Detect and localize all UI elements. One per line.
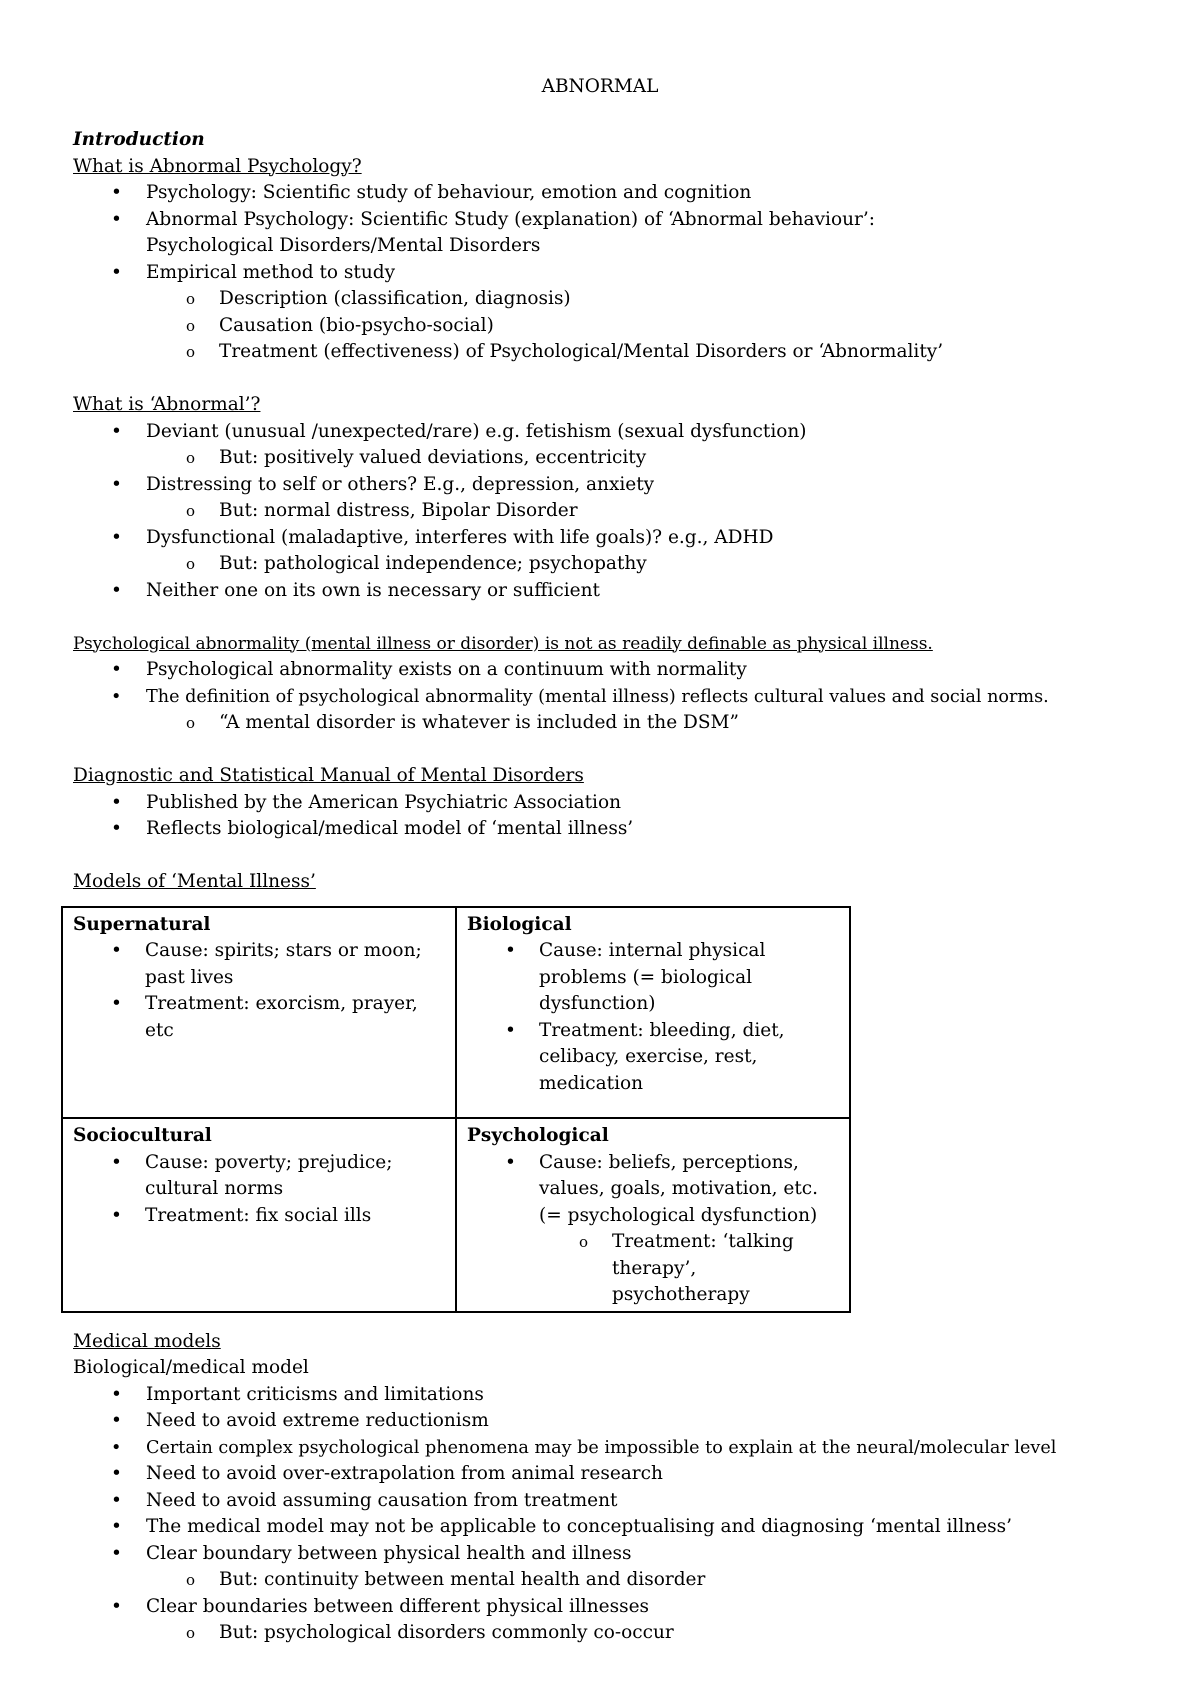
- section-label-introduction: Introduction: [73, 129, 205, 150]
- list-item: • Published by the American Psychiatric Association: [73, 790, 1143, 817]
- list-item: • Need to avoid assuming causation from treatment: [73, 1488, 1143, 1515]
- sub-list-item: o But: continuity between mental health and disorder: [73, 1567, 1143, 1594]
- cell-title: Biological: [467, 913, 572, 935]
- sub-list-item: o “A mental disorder is whatever is included in the DSM”: [73, 710, 1143, 737]
- sub-list-item: o Description (classification, diagnosis): [73, 286, 1143, 313]
- list-item: • Abnormal Psychology: Scientific Study (explanation) of ‘Abnormal behaviour’: Psychological Disorders/Mental Disorders: [73, 207, 1143, 260]
- dsm-list: [73, 790, 1143, 843]
- list-item: • Cause: internal physical problems (= biological dysfunction): [467, 938, 839, 1018]
- list-item: • Dysfunctional (maladaptive, interferes with life goals)? e.g., ADHD: [73, 525, 1143, 552]
- list-item: • Need to avoid extreme reductionism: [73, 1408, 1143, 1435]
- list-item: • Clear boundaries between different physical illnesses: [73, 1594, 1143, 1621]
- models-table: [61, 906, 851, 1313]
- heading-definable: Psychological abnormality (mental illness or disorder) is not as readily definable as physical illness.: [73, 633, 933, 654]
- cell-title: Sociocultural: [73, 1125, 212, 1146]
- list-item: • Treatment: exorcism, prayer, etc: [73, 991, 445, 1044]
- list-item: • Certain complex psychological phenomena may be impossible to explain at the neural/molecular level: [73, 1435, 1143, 1462]
- table-row: [62, 907, 850, 1119]
- sub-list-item: o But: normal distress, Bipolar Disorder: [73, 498, 1143, 525]
- list-item: • Treatment: bleeding, diet, celibacy, exercise, rest, medication: [467, 1018, 839, 1098]
- table-row: [62, 1118, 850, 1312]
- heading-what-is-abnormal: What is ‘Abnormal’?: [73, 394, 261, 415]
- sub-list-item: o But: positively valued deviations, eccentricity: [73, 445, 1143, 472]
- cell-supernatural: [62, 907, 456, 1119]
- cell-sociocultural: [62, 1118, 456, 1312]
- list-item: • Distressing to self or others? E.g., depression, anxiety: [73, 472, 1143, 499]
- list-item: • Empirical method to study: [73, 260, 1143, 287]
- heading-what-is-abnormal-psychology: What is Abnormal Psychology?: [73, 155, 362, 177]
- list-item: • Important criticisms and limitations: [73, 1382, 1143, 1409]
- heading-dsm: Diagnostic and Statistical Manual of Mental Disorders: [73, 765, 584, 786]
- list-item: • Reflects biological/medical model of ‘mental illness’: [73, 816, 1143, 843]
- list-item: • Cause: poverty; prejudice; cultural norms: [73, 1150, 445, 1203]
- heading-medical-models: Medical models: [73, 1330, 221, 1352]
- sub-list-item: o Treatment (effectiveness) of Psychological/Mental Disorders or ‘Abnormality’: [73, 339, 1143, 366]
- medical-list: [73, 1382, 1143, 1647]
- cell-title: Psychological: [467, 1125, 609, 1146]
- sub-list-item: o But: psychological disorders commonly co-occur: [73, 1620, 1143, 1647]
- abnormal-list: [73, 419, 1143, 605]
- list-item: • Psychological abnormality exists on a continuum with normality: [73, 657, 1143, 684]
- heading-models: Models of ‘Mental Illness’: [73, 871, 316, 892]
- list-item: • Treatment: fix social ills: [73, 1203, 445, 1230]
- sub-list-item: o Treatment: ‘talking therapy’, psychotherapy: [467, 1229, 839, 1309]
- list-item: • Psychology: Scientific study of behaviour, emotion and cognition: [73, 180, 1143, 207]
- list-item: • Cause: beliefs, perceptions, values, goals, motivation, etc. (= psychological dysfunction): [467, 1150, 839, 1230]
- document-title: ABNORMAL: [541, 76, 659, 97]
- list-item: • Need to avoid over-extrapolation from animal research: [73, 1461, 1143, 1488]
- cell-title: Supernatural: [73, 913, 211, 935]
- intro-list: [73, 180, 1143, 366]
- sub-list-item: o But: pathological independence; psychopathy: [73, 551, 1143, 578]
- list-item: • Deviant (unusual /unexpected/rare) e.g. fetishism (sexual dysfunction): [73, 419, 1143, 446]
- list-item: • Clear boundary between physical health and illness: [73, 1541, 1143, 1568]
- list-item: • Cause: spirits; stars or moon; past lives: [73, 938, 445, 991]
- cell-psychological: [456, 1118, 850, 1312]
- list-item: • Neither one on its own is necessary or sufficient: [73, 578, 1143, 605]
- list-item: • The medical model may not be applicable to conceptualising and diagnosing ‘mental illness’: [73, 1514, 1143, 1541]
- list-item: • The definition of psychological abnormality (mental illness) reflects cultural values and social norms.: [73, 684, 1143, 711]
- subheading-biological-medical-model: Biological/medical model: [73, 1357, 309, 1378]
- sub-list-item: o Causation (bio-psycho-social): [73, 313, 1143, 340]
- definable-list: [73, 657, 1143, 737]
- document-page: [73, 0, 1143, 1647]
- cell-biological: [456, 907, 850, 1119]
